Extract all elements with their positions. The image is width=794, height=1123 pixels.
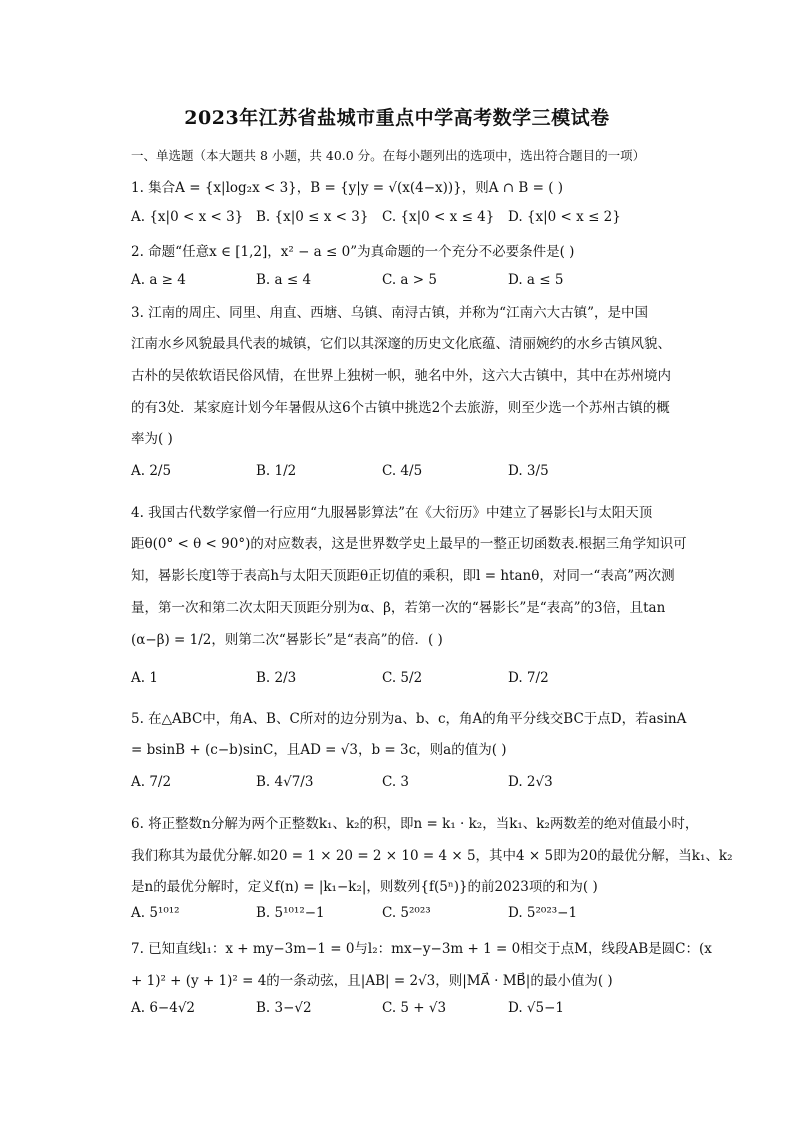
- option-b: B. 1/2: [256, 463, 297, 479]
- question-4-line-1: 4. 我国古代数学家僧一行应用“九服晷影算法”在《大衍历》中建立了晷影长l与太阳天顶: [131, 505, 653, 521]
- option-a: A. 7/2: [131, 774, 172, 790]
- option-d: D. 3/5: [508, 463, 549, 479]
- question-7-line-1: 7. 已知直线l₁：x + my−3m−1 = 0与l₂：mx−y−3m + 1 = 0相交于点M，线段AB是圆C：(x: [131, 941, 712, 957]
- question-3-line-4: 的有3处．某家庭计划今年暑假从这6个古镇中挑选2个去旅游，则至少选一个苏州古镇的概: [131, 400, 670, 416]
- question-4-line-5: (α−β) = 1/2，则第二次“晷影长”是“表高”的倍．( ): [131, 632, 443, 648]
- question-3-line-5: 率为( ): [131, 431, 173, 447]
- option-a: A. 1: [131, 670, 158, 686]
- option-c: C. 3: [382, 774, 410, 790]
- question-3-line-3: 古朴的吴侬软语民俗风情，在世界上独树一帜，驰名中外，这六大古镇中，其中在苏州境内: [131, 368, 671, 384]
- question-4-line-3: 知，晷影长度l等于表高h与太阳天顶距θ正切值的乘积，即l = htanθ，对同一“表高”两次测: [131, 568, 675, 584]
- option-d: D. 5²⁰²³−1: [508, 905, 578, 921]
- option-b: B. a ≤ 4: [256, 272, 312, 288]
- question-3-line-1: 3. 江南的周庄、同里、甪直、西塘、乌镇、南浔古镇，并称为“江南六大古镇”，是中国: [131, 305, 648, 321]
- option-c: C. {x|0 < x ≤ 4}: [382, 209, 495, 225]
- question-4-line-4: 量，第一次和第二次太阳天顶距分别为α、β，若第一次的“晷影长”是“表高”的3倍，且tan: [131, 600, 666, 616]
- section-header: 一、单选题（本大题共 8 小题，共 40.0 分。在每小题列出的选项中，选出符合题目的一项）: [131, 148, 646, 163]
- option-c: C. 5²⁰²³: [382, 905, 431, 921]
- option-b: B. 4√7/3: [256, 774, 314, 790]
- option-d: D. a ≤ 5: [508, 272, 564, 288]
- option-c: C. 4/5: [382, 463, 423, 479]
- option-a: A. 6−4√2: [131, 1000, 196, 1016]
- page-title: 2023年江苏省盐城市重点中学高考数学三模试卷: [184, 107, 610, 129]
- option-a: A. 2/5: [131, 463, 172, 479]
- option-c: C. 5/2: [382, 670, 423, 686]
- option-d: D. √5−1: [508, 1000, 565, 1016]
- option-c: C. 5 + √3: [382, 1000, 447, 1016]
- option-d: D. {x|0 < x ≤ 2}: [508, 209, 621, 225]
- option-a: A. {x|0 < x < 3}: [131, 209, 244, 225]
- option-b: B. 3−√2: [256, 1000, 312, 1016]
- question-7-line-2: + 1)² + (y + 1)² = 4的一条动弦，且|AB| = 2√3，则|MA⃗ · MB⃗|的最小值为( ): [131, 973, 613, 989]
- question-2-line-1: 2. 命题“任意x ∈ [1,2]，x² − a ≤ 0”为真命题的一个充分不必要条件是( ): [131, 244, 575, 260]
- question-5-line-1: 5. 在△ABC中，角A、B、C所对的边分别为a、b、c，角A的角平分线交BC于点D，若asinA: [131, 711, 687, 727]
- question-6-line-1: 6. 将正整数n分解为两个正整数k₁、k₂的积，即n = k₁ · k₂，当k₁、k₂两数差的绝对值最小时，: [131, 816, 699, 832]
- question-6-line-3: 是n的最优分解时，定义f(n) = |k₁−k₂|，则数列{f(5ⁿ)}的前2023项的和为( ): [131, 879, 598, 895]
- option-b: B. 2/3: [256, 670, 297, 686]
- question-3-line-2: 江南水乡风貌最具代表的城镇，它们以其深邃的历史文化底蕴、清丽婉约的水乡古镇风貌、: [131, 336, 671, 352]
- option-d: D. 2√3: [508, 774, 553, 790]
- option-a: A. 5¹⁰¹²: [131, 905, 180, 921]
- option-c: C. a > 5: [382, 272, 437, 288]
- question-4-line-2: 距θ(0° < θ < 90°)的对应数表，这是世界数学史上最早的一整正切函数表.根据三角学知识可: [131, 536, 687, 552]
- option-b: B. 5¹⁰¹²−1: [256, 905, 325, 921]
- question-6-line-2: 我们称其为最优分解.如20 = 1 × 20 = 2 × 10 = 4 × 5，其中4 × 5即为20的最优分解，当k₁、k₂: [131, 848, 733, 864]
- question-5-line-2: = bsinB + (c−b)sinC，且AD = √3，b = 3c，则a的值为( ): [131, 742, 507, 758]
- option-a: A. a ≥ 4: [131, 272, 186, 288]
- question-1-line-1: 1. 集合A = {x|log₂x < 3}，B = {y|y = √(x(4−x))}，则A ∩ B = ( ): [131, 180, 564, 196]
- option-d: D. 7/2: [508, 670, 549, 686]
- option-b: B. {x|0 ≤ x < 3}: [256, 209, 369, 225]
